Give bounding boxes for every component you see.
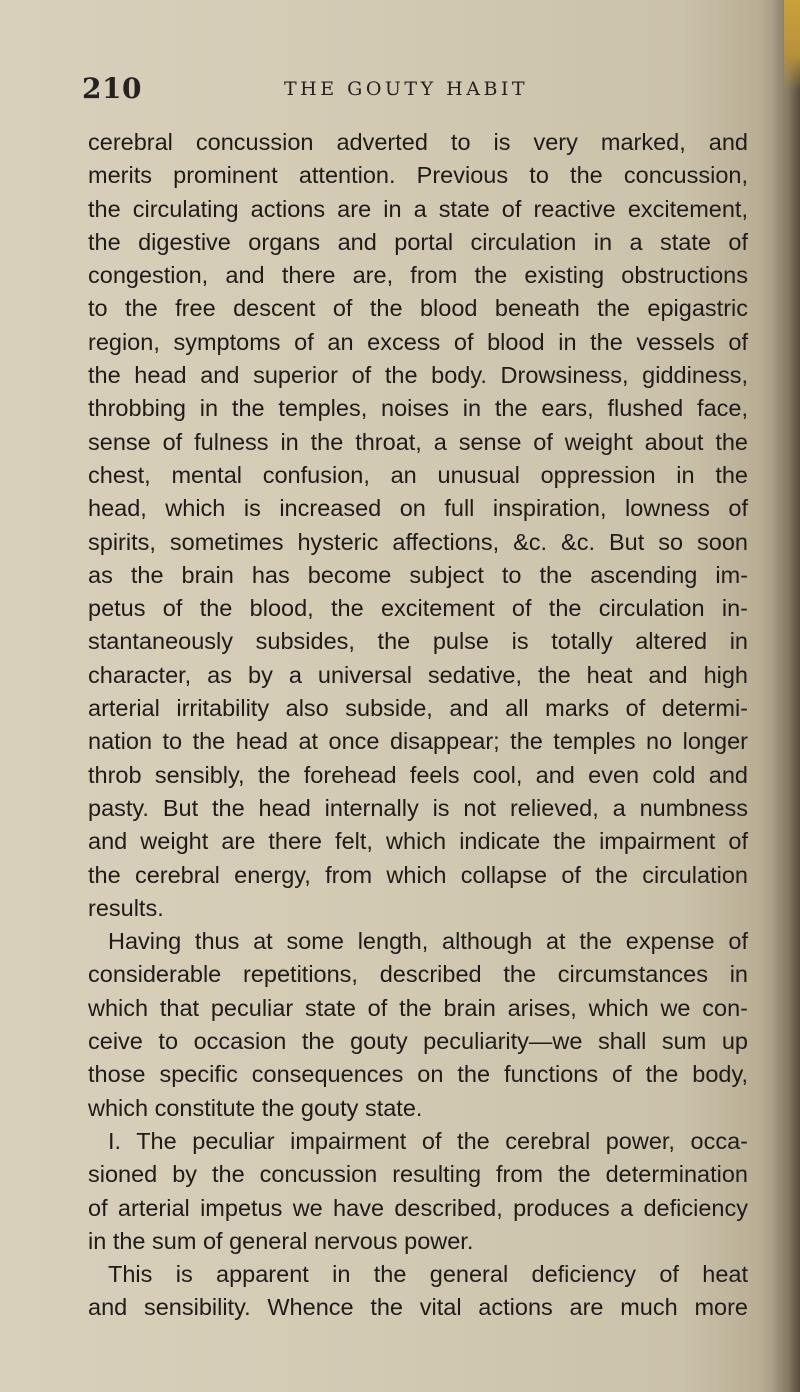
text-line: those specific consequences on the functions of the body, bbox=[88, 1061, 748, 1088]
text-line: cerebral concussion adverted to is very marked, and bbox=[88, 129, 748, 155]
text-line: chest, mental confusion, an unusual oppression in the bbox=[88, 461, 748, 488]
text-line: merits prominent attention. Previous to the concussion, bbox=[88, 162, 748, 189]
text-line: congestion, and there are, from the existing obstructions bbox=[88, 262, 748, 289]
text-line: as the brain has become subject to the ascending im- bbox=[88, 561, 748, 588]
text-line: results. bbox=[88, 894, 164, 921]
text-line: considerable repetitions, described the circumstances in bbox=[88, 961, 748, 988]
text-line: ceive to occasion the gouty peculiarity—we shall sum up bbox=[88, 1028, 748, 1055]
text-line: head, which is increased on full inspiration, lowness of bbox=[88, 495, 748, 522]
text-line: in the sum of general nervous power. bbox=[88, 1227, 474, 1254]
text-line: petus of the blood, the excitement of the circulation in- bbox=[88, 595, 748, 622]
text-line: the head and superior of the body. Drowsiness, giddiness, bbox=[88, 362, 748, 389]
text-line: character, as by a universal sedative, the heat and high bbox=[88, 661, 748, 688]
text-line: of arterial impetus we have described, produces a deficiency bbox=[88, 1194, 748, 1221]
text-line: throbbing in the temples, noises in the ears, flushed face, bbox=[88, 395, 748, 422]
text-line: I. The peculiar impairment of the cerebral power, occa- bbox=[108, 1127, 748, 1154]
text-line: which constitute the gouty state. bbox=[88, 1094, 423, 1121]
page-edge-shadow bbox=[772, 0, 800, 1392]
text-line: Having thus at some length, although at the expense of bbox=[108, 928, 748, 955]
text-line: throb sensibly, the forehead feels cool, and even cold and bbox=[88, 761, 748, 788]
text-line: stantaneously subsides, the pulse is totally altered in bbox=[88, 628, 748, 655]
text-line: the circulating actions are in a state of reactive excitement, bbox=[88, 195, 748, 222]
text-line: pasty. But the head internally is not relieved, a numbness bbox=[88, 794, 748, 821]
text-line: arterial irritability also subside, and all marks of determi- bbox=[88, 695, 748, 722]
text-line: the cerebral energy, from which collapse of the circulation bbox=[88, 861, 748, 888]
text-line: sense of fulness in the throat, a sense of weight about the bbox=[88, 428, 748, 455]
text-line: and sensibility. Whence the vital actions are much more bbox=[88, 1294, 748, 1321]
text-line: the digestive organs and portal circulation in a state of bbox=[88, 228, 748, 255]
text-line: which that peculiar state of the brain arises, which we con- bbox=[88, 994, 748, 1021]
text-line: sioned by the concussion resulting from the determination bbox=[88, 1161, 748, 1188]
text-line: This is apparent in the general deficiency of heat bbox=[108, 1261, 748, 1288]
text-line: nation to the head at once disappear; the temples no longer bbox=[88, 728, 748, 755]
body-text bbox=[88, 126, 748, 1325]
text-line: region, symptoms of an excess of blood in the vessels of bbox=[88, 328, 748, 355]
running-head: THE GOUTY HABIT bbox=[284, 78, 529, 100]
text-line: and weight are there felt, which indicate the impairment of bbox=[88, 828, 748, 855]
text-line: spirits, sometimes hysteric affections, &c. &c. But so soon bbox=[88, 528, 748, 555]
page-header bbox=[0, 72, 800, 112]
text-line: to the free descent of the blood beneath the epigastric bbox=[88, 295, 748, 322]
page-number: 210 bbox=[82, 72, 142, 105]
